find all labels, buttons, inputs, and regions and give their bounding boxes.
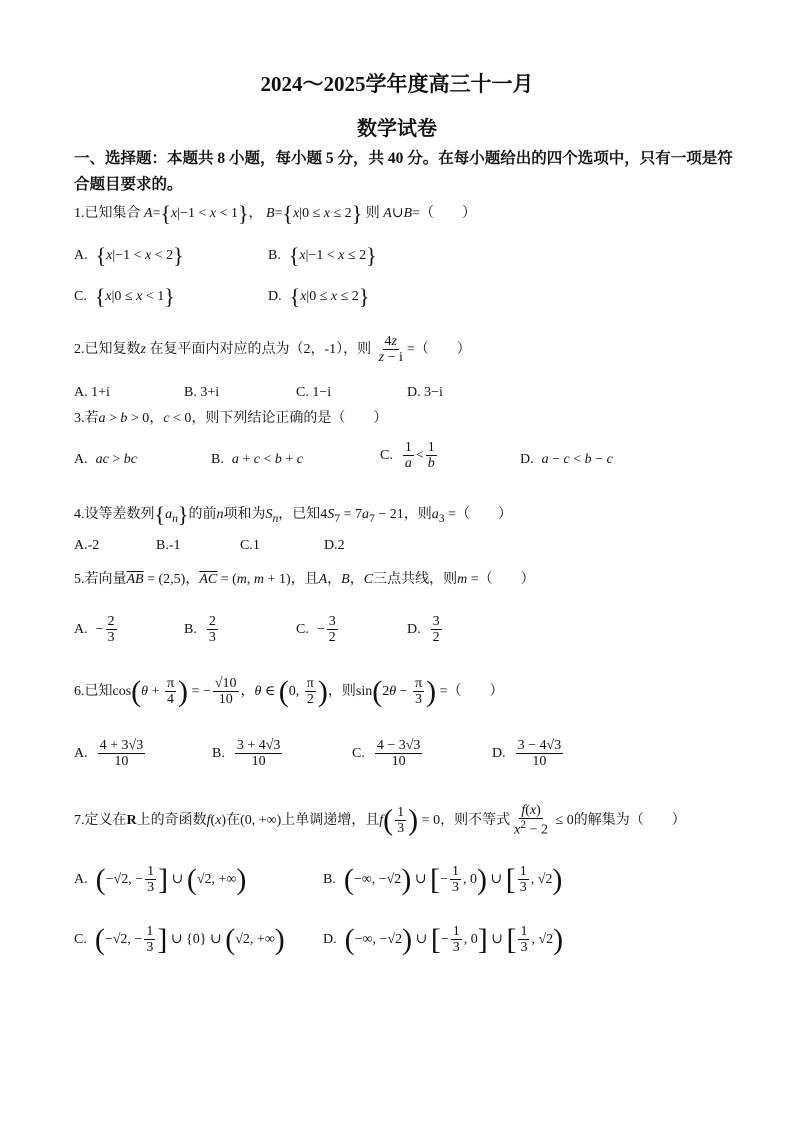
q4-option-d[interactable]: D.2 bbox=[324, 538, 345, 553]
q1-option-d[interactable]: D. {x|0 ≤ x ≤ 2} bbox=[268, 284, 370, 309]
q4-option-a[interactable]: A.-2 bbox=[74, 538, 100, 553]
question-6: 6.已知cos(θ + $\frac{\pi}{4}$ ) = − $\frac{√10}{10}$ ，θ ∈ (0, $\frac{\pi}{2}$ )，则sin(2θ − $\frac{\pi}{3}$ ) =（ ） bbox=[74, 674, 504, 708]
q6-option-c[interactable]: C. $\frac{4 - 3√3}{10}$ bbox=[352, 738, 421, 770]
question-2: 2.已知复数z 在复平面内对应的点为（2，-1），则 $\frac{4z}{z - i}$ =（ ） bbox=[74, 334, 471, 366]
q7-option-d[interactable]: D. (−∞, −√2) ∪ [− $\frac{1}{3}$ , 0] ∪ [ $\frac{1}{3}$ , √2) bbox=[323, 922, 564, 956]
q7-option-c[interactable]: C. (−√2, − $\frac{1}{3}$ ] ∪ {0} ∪ (√2, +∞) bbox=[74, 922, 285, 956]
question-5: 5.若向量$\overline{AB} = (2,5)$，$\overline{AC} = (m$, m + 1)，且A，B，C三点共线，则m =（ ） bbox=[74, 572, 535, 587]
section-heading: 一、选择题：本题共 8 小题，每小题 5 分，共 40 分。在每小题给出的四个选项中，只有一项是符合题目要求的。 bbox=[74, 150, 733, 193]
q5-option-a[interactable]: A. − $\frac{2}{3}$ bbox=[74, 614, 115, 646]
q1-option-c[interactable]: C. {x|0 ≤ x < 1} bbox=[74, 284, 175, 309]
q4-option-c[interactable]: C.1 bbox=[240, 538, 260, 553]
question-3: 3.若a > b > 0，c < 0，则下列结论正确的是（ ） bbox=[74, 411, 388, 426]
q6-option-b[interactable]: B. $\frac{3 + 4√3}{10}$ bbox=[212, 738, 281, 770]
q1-option-b[interactable]: B. {x|−1 < x ≤ 2} bbox=[268, 243, 377, 268]
question-7: 7.定义在R上的奇函数f(x)在(0, +∞)上单调递增，且f( $\frac{1}{3}$ ) = 0，则不等式 $\frac{f(x)}{x^2 - 2}$ ≤ 0的解集为（ ） bbox=[74, 803, 686, 839]
q1-option-a[interactable]: A. {x|−1 < x < 2} bbox=[74, 243, 184, 268]
q7-option-b[interactable]: B. (−∞, −√2) ∪ [− $\frac{1}{3}$ , 0) ∪ [ $\frac{1}{3}$ , √2) bbox=[323, 862, 563, 896]
q3-option-d[interactable]: D. a − c < b − c bbox=[520, 452, 613, 467]
exam-title: 2024～2025学年度高三十一月 bbox=[260, 72, 534, 96]
q7-option-a[interactable]: A. (−√2, − $\frac{1}{3}$ ] ∪ (√2, +∞) bbox=[74, 862, 247, 896]
q6-option-d[interactable]: D. $\frac{3 - 4√3}{10}$ bbox=[492, 738, 562, 770]
q2-option-d[interactable]: D. 3−i bbox=[407, 385, 443, 400]
q6-option-a[interactable]: A. $\frac{4 + 3√3}{10}$ bbox=[74, 738, 144, 770]
question-1: 1.已知集合 A={x|−1 < x < 1}， B={x|0 ≤ x ≤ 2} 则 A∪B=（ ） bbox=[74, 201, 477, 226]
q3-option-b[interactable]: B. a + c < b + c bbox=[211, 452, 303, 467]
exam-subtitle: 数学试卷 bbox=[357, 118, 437, 140]
question-4: 4.设等差数列$\{a_n\}$的前n项和为$S_n$，已知$4S_7 = 7a_7 - 21$，则$a_3$ =（ ） bbox=[74, 502, 512, 527]
q2-option-b[interactable]: B. 3+i bbox=[184, 385, 220, 400]
q2-option-c[interactable]: C. 1−i bbox=[296, 385, 332, 400]
q5-option-d[interactable]: D. $\frac{3}{2}$ bbox=[407, 614, 440, 646]
q3-option-c[interactable]: C. $\frac{1}{a}$ < $\frac{1}{b}$ bbox=[380, 440, 435, 472]
q5-option-b[interactable]: B. $\frac{2}{3}$ bbox=[184, 614, 216, 646]
q2-option-a[interactable]: A. 1+i bbox=[74, 385, 110, 400]
q5-option-c[interactable]: C. − $\frac{3}{2}$ bbox=[296, 614, 336, 646]
q3-option-a[interactable]: A. ac > bc bbox=[74, 452, 137, 467]
q4-option-b[interactable]: B.-1 bbox=[156, 538, 181, 553]
